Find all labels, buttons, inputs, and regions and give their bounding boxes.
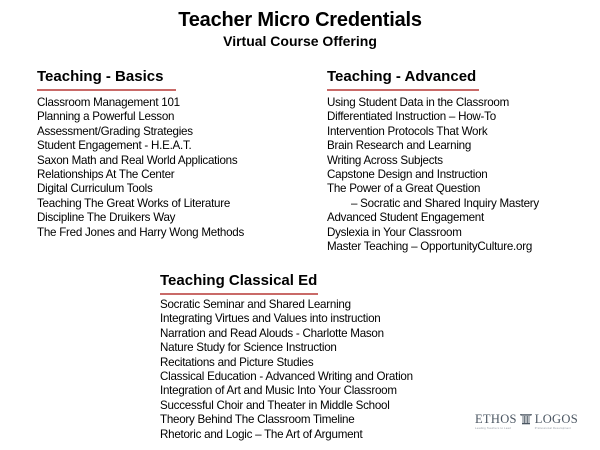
logo-left-text: ETHOS: [475, 411, 517, 426]
logo-word-ethos: [475, 411, 517, 430]
course-item: Differentiated Instruction – How-To: [327, 110, 496, 124]
logo-left-tagline: Leading Teachers to Lead: [475, 426, 511, 430]
course-item: Theory Behind The Classroom Timeline: [160, 413, 355, 427]
course-item: Master Teaching – OpportunityCulture.org: [327, 240, 533, 254]
section-heading: Teaching - Basics: [37, 68, 164, 85]
course-item: Discipline The Druikers Way: [37, 211, 176, 225]
course-list: [37, 96, 244, 240]
course-item: Advanced Student Engagement: [327, 211, 484, 225]
logo-word-logos: [534, 411, 578, 430]
course-item: Capstone Design and Instruction: [327, 168, 488, 182]
section-teaching-advanced: [327, 68, 539, 254]
ethos-logos-logo: [475, 404, 595, 434]
course-item: Intervention Protocols That Work: [327, 124, 488, 138]
course-item: Narration and Read Alouds - Charlotte Mason: [160, 326, 384, 340]
course-item: Nature Study for Science Instruction: [160, 341, 337, 355]
heading-underline: [327, 89, 479, 91]
course-item: Integrating Virtues and Values into instruction: [160, 312, 381, 326]
course-item: Assessment/Grading Strategies: [37, 124, 193, 138]
course-item: Using Student Data in the Classroom: [327, 96, 509, 109]
course-item: Digital Curriculum Tools: [37, 182, 153, 196]
course-item: Classical Education - Advanced Writing and Oration: [160, 370, 413, 384]
course-item: Student Engagement - H.E.A.T.: [37, 139, 192, 153]
section-heading: Teaching Classical Ed: [160, 272, 318, 289]
pillar-icon: [519, 413, 533, 425]
course-item: Integration of Art and Music Into Your Classroom: [160, 384, 397, 398]
course-subitem: – Socratic and Shared Inquiry Mastery: [351, 196, 539, 210]
course-item: Saxon Math and Real World Applications: [37, 153, 238, 167]
page-subtitle: Virtual Course Offering: [223, 33, 377, 49]
course-item: Successful Choir and Theater in Middle School: [160, 398, 390, 412]
course-item: Recitations and Picture Studies: [160, 355, 314, 369]
logo-right-text: LOGOS: [534, 411, 578, 426]
heading-underline: [37, 89, 176, 91]
course-item: Classroom Management 101: [37, 96, 180, 109]
course-list: [327, 96, 539, 254]
course-item: Brain Research and Learning: [327, 139, 472, 153]
section-heading: Teaching - Advanced: [327, 68, 477, 85]
heading-underline: [160, 293, 318, 295]
course-item: Dyslexia in Your Classroom: [327, 225, 462, 239]
course-item: Relationships At The Center: [37, 168, 175, 182]
section-teaching-classical-ed: [160, 272, 413, 442]
page-title: Teacher Micro Credentials: [178, 9, 422, 31]
course-item: Planning a Powerful Lesson: [37, 110, 175, 124]
course-item: Rhetoric and Logic – The Art of Argument: [160, 427, 363, 441]
section-teaching-basics: [37, 68, 244, 240]
course-item: The Fred Jones and Harry Wong Methods: [37, 225, 245, 239]
course-item: Writing Across Subjects: [327, 153, 443, 167]
logo-right-tagline: Professional Development: [534, 426, 572, 430]
course-item: Socratic Seminar and Shared Learning: [160, 298, 351, 311]
course-item: Teaching The Great Works of Literature: [37, 196, 231, 210]
course-item: The Power of a Great Question: [327, 182, 481, 196]
course-list: [160, 298, 413, 442]
